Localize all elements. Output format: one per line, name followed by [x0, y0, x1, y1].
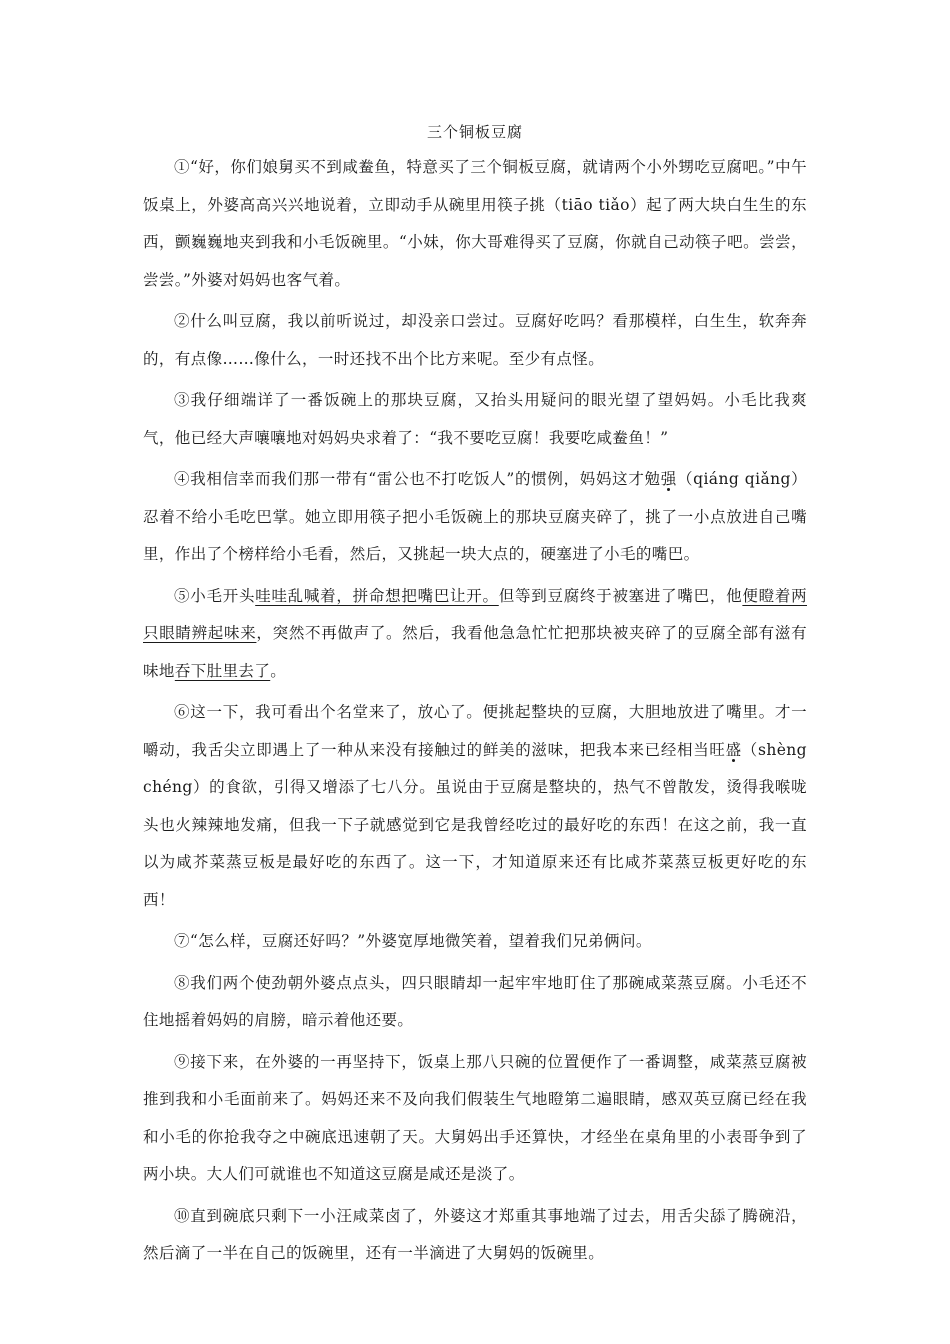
underlined-phrase-1: 哇哇乱喊着，拼命想把嘴巴让开。: [255, 586, 499, 605]
emphasis-dot-char: 盛: [725, 740, 742, 759]
paragraph-6-text-a: ⑥这一下，我可看出个名堂来了，放心了。便挑起整块的豆腐，大胆地放进了嘴里。才一嚼动，我舌尖立即遇上了一种从来没有接触过的鲜美的滋味，把我本来已经相当旺: [143, 703, 807, 759]
paragraph-10: ⑩直到碗底只剩下一小汪咸菜卤了，外婆这才郑重其事地端了过去，用舌尖舔了腾碗沿，然后滴了一半在自己的饭碗里，还有一半滴进了大舅妈的饭碗里。: [143, 1206, 807, 1262]
paragraph-8: ⑧我们两个使劲朝外婆点点头，四只眼睛却一起牢牢地盯住了那碗咸菜蒸豆腐。小毛还不住地摇着妈妈的肩膀，暗示着他还要。: [143, 973, 807, 1029]
paragraph-5-text-d: 。: [270, 661, 287, 680]
paragraph-5-text-a: ⑤小毛开头: [174, 586, 256, 605]
document-page: [143, 117, 807, 1277]
paragraph-1: ①“好，你们娘舅买不到咸鲞鱼，特意买了三个铜板豆腐，就请两个小外甥吃豆腐吧。”中午饭桌上，外婆高高兴兴地说着，立即动手从碗里用筷子挑（tiāo tiǎo）起了两大块白生生的东西，颤巍巍地夹到我和小毛饭碗里。“小妹，你大哥难得买了豆腐，你就自己动筷子吧。尝尝，尝尝。”外婆对妈妈也客气着。: [143, 158, 807, 289]
paragraph-7: ⑦“怎么样，豆腐还好吗？”外婆宽厚地微笑着，望着我们兄弟俩问。: [174, 932, 652, 950]
paragraph-9: ⑨接下来，在外婆的一再坚持下，饭桌上那八只碗的位置便作了一番调整，咸菜蒸豆腐被推到我和小毛面前来了。妈妈还来不及向我们假装生气地瞪第二遍眼睛，感双英豆腐已经在我和小毛的你抢我夺之中碗底迅速朝了天。大舅妈出手还算快，才经坐在桌角里的小表哥争到了两小块。大人们可就谁也不知道这豆腐是咸还是淡了。: [143, 1052, 807, 1183]
paragraph-4: [143, 461, 807, 574]
paragraph-5-text-c: ，突然不再做声了。然后，我看他急急忙忙把那块被夹碎了的豆腐全部有滋有味地: [143, 624, 807, 680]
paragraph-3: ③我仔细端详了一番饭碗上的那块豆腐，又抬头用疑问的眼光望了望妈妈。小毛比我爽气，他已经大声嚷嚷地对妈妈央求着了：“我不要吃豆腐！我要吃咸鲞鱼！”: [143, 391, 807, 447]
paragraph-4-text-a: ④我相信幸而我们那一带有“雷公也不打吃饭人”的惯例，妈妈这才勉: [174, 470, 661, 488]
underlined-phrase-2: 便瞪着两只眼睛辨起味来: [143, 586, 807, 642]
paragraph-4-text-b: （qiáng qiǎng）忍着不给小毛吃巴掌。她立即用筷子把小毛饭碗上的那块豆腐夹碎了，挑了一小点放进自己嘴里，作出了个榜样给小毛看，然后，又挑起一块大点的，硬塞进了小毛的嘴巴。: [143, 470, 807, 563]
paragraph-2: ②什么叫豆腐，我以前听说过，却没亲口尝过。豆腐好吃吗？看那模样，白生生，软奔奔的，有点像……像什么，一时还找不出个比方来呢。至少有点怪。: [143, 312, 807, 368]
paragraph-6: [143, 694, 807, 919]
underlined-phrase-3: 吞下肚里去了: [174, 661, 271, 680]
paragraph-5-text-b: 但等到豆腐终于被塞进了嘴巴，他: [498, 586, 743, 605]
paragraph-5: [143, 578, 807, 691]
emphasis-dot-char: 强: [660, 470, 677, 488]
paragraph-6-text-b: （shèng chéng）的食欲，引得又增添了七八分。虽说由于豆腐是整块的，热气不曾散发，烫得我喉咙头也火辣辣地发痛，但我一下子就感觉到它是我曾经吃过的最好吃的东西！在这之前，我一直以为咸芥菜蒸豆板是最好吃的东西了。这一下，才知道原来还有比咸芥菜蒸豆板更好吃的东西！: [143, 740, 807, 909]
article-title: 三个铜板豆腐: [426, 123, 523, 141]
